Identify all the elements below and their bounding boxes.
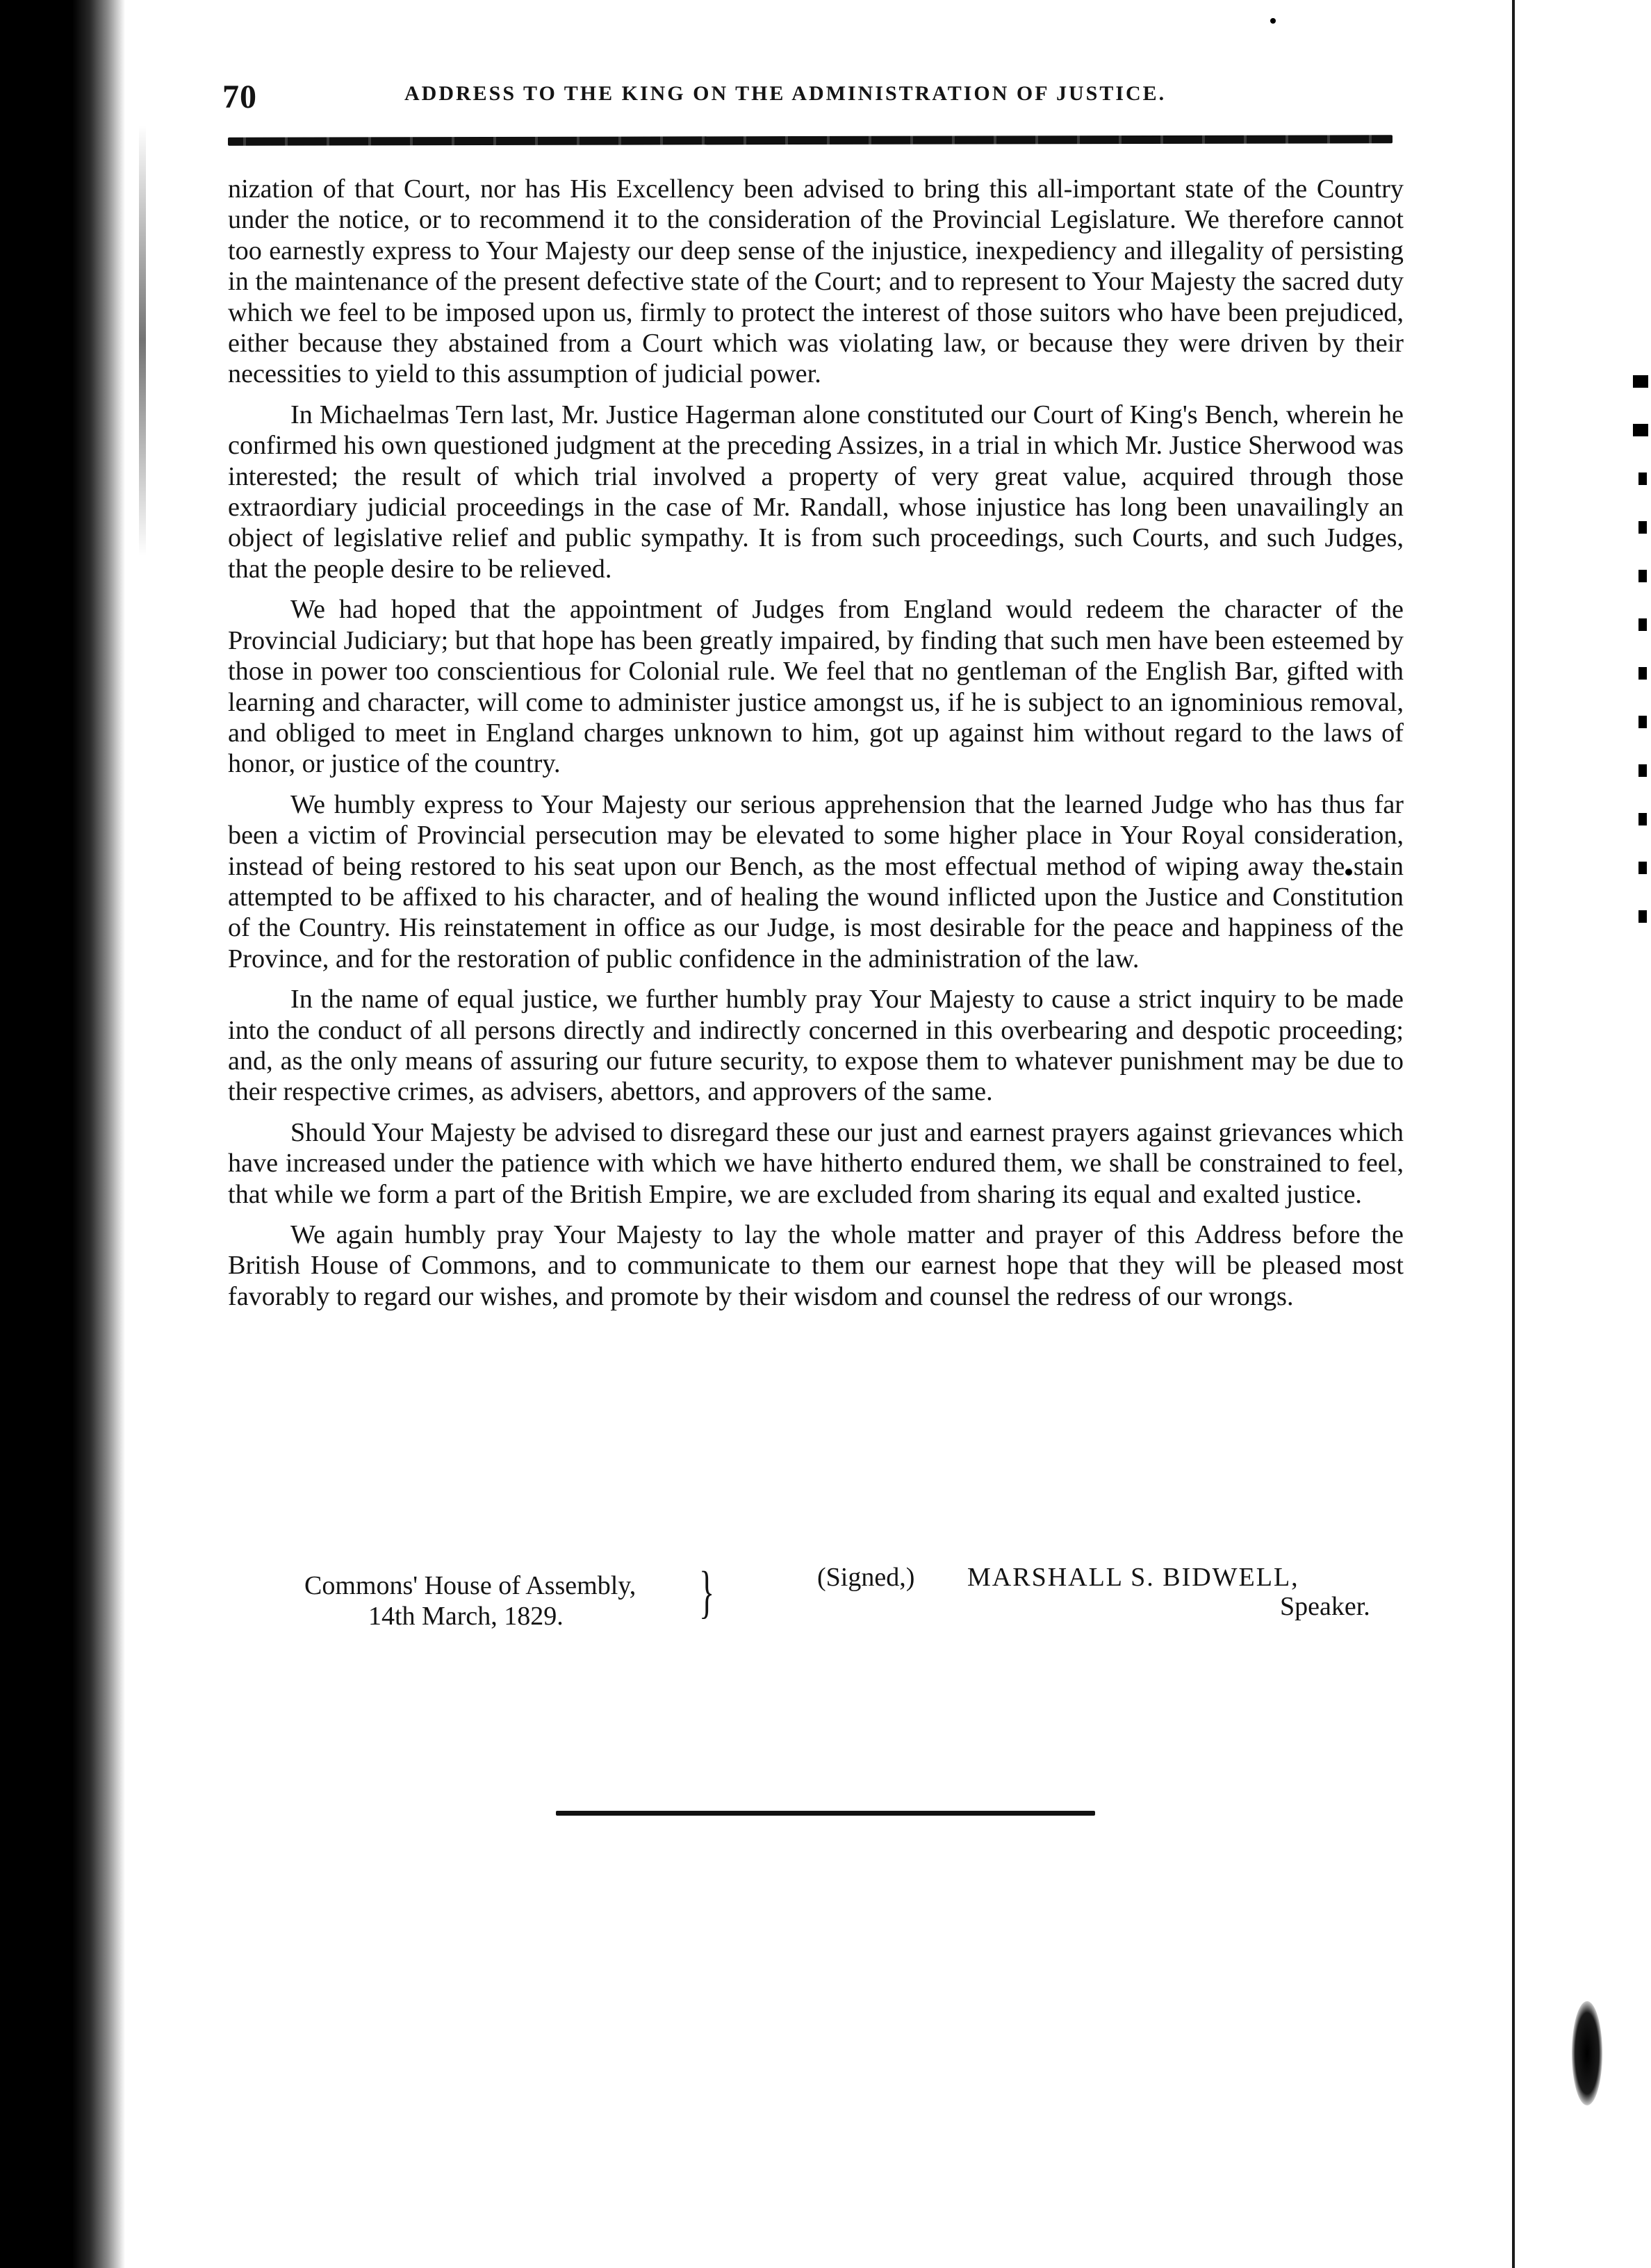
assembly-name: Commons' House of Assembly,	[304, 1571, 636, 1600]
paragraph-equal-justice: In the name of equal justice, we further humbly pray Your Majesty to cause a strict inquiry to be made into the conduct of all persons directly and indirectly concerned in this overbearing and despotic proceeding; and, as the only means of assuring our future security, to expose them to whatever punishment may be due to their respective crimes, as advisers, abettors, and approvers of the same.	[228, 985, 1404, 1107]
scan-shadow-mark	[139, 125, 146, 556]
paragraph-disregard-prayers: Should Your Majesty be advised to disregard these our just and earnest prayers against grievances which have increased under the patience with which we have hitherto endured them, we shall be constrained to feel, that while we form a part of the British Empire, we are excluded from sharing its equal and exalted justice.	[228, 1117, 1404, 1209]
header-rule	[228, 135, 1393, 146]
page-number: 70	[222, 79, 257, 115]
ink-blot	[1572, 2001, 1602, 2105]
paragraph-learned-judge: We humbly express to Your Majesty our serious apprehension that the learned Judge who has thus far been a victim of Provincial persecution may be elevated to some higher place in Your Royal consideration, instead of being restored to his seat upon our Bench, as the most effectual method of wiping away the stain attempted to be affixed to his character, and of healing the wound inflicted upon the Justice and Constitution of the Country. His reinstatement in office as our Judge, is most desirable for the peace and happiness of the Province, and for the restoration of public confidence in the administration of the law.	[228, 789, 1404, 973]
signature-date: 14th March, 1829.	[368, 1602, 564, 1631]
scan-facing-page-edge	[1512, 0, 1651, 2268]
paragraph-judges-from-england: We had hoped that the appointment of Judges from England would redeem the character of the Provincial Judiciary; but that hope has been greatly impaired, by finding that such men have been esteemed by those in power too conscientious for Colonial rule. We feel that no gentleman of the English Bar, gifted with learning and character, will come to administer justice amongst us, if he is subject to an ignominious removal, and obliged to meet in England charges unknown to him, got up against him without regard to the laws of honor, or justice of the country.	[228, 595, 1404, 779]
facing-page-text-fragments	[1623, 375, 1651, 959]
signatory-name: MARSHALL S. BIDWELL,	[967, 1563, 1299, 1592]
signed-mark: (Signed,)	[817, 1563, 915, 1592]
ink-speck	[1270, 18, 1276, 24]
signatory-role: Speaker.	[1280, 1592, 1370, 1621]
paragraph-lay-before-commons: We again humbly pray Your Majesty to lay the whole matter and prayer of this Address before the British House of Commons, and to communicate to them our earnest hope that they will be pleased most favorably to regard our wishes, and promote by their wisdom and counsel the redress of our wrongs.	[228, 1220, 1404, 1311]
running-header	[222, 78, 1404, 120]
closing-rule	[556, 1811, 1095, 1816]
running-title: ADDRESS TO THE KING ON THE ADMINISTRATION OF JUSTICE.	[404, 82, 1167, 105]
document-body	[228, 174, 1404, 1322]
scan-binding-edge	[0, 0, 125, 2268]
curly-brace: }	[699, 1560, 715, 1625]
paragraph-michaelmas-term: In Michaelmas Tern last, Mr. Justice Hagerman alone constituted our Court of King's Bench, wherein he confirmed his own questioned judgment at the preceding Assizes, in a trial in which Mr. Justice Sherwood was interested; the result of which trial involved a property of very great value, acquired through those extraordiary judicial proceedings in the case of Mr. Randall, whose injustice has long been unavailingly an object of legislative relief and public sympathy. It is from such proceedings, such Courts, and such Judges, that the people desire to be relieved.	[228, 400, 1404, 584]
paragraph-continued: nization of that Court, nor has His Excellency been advised to bring this all-important state of the Country under the notice, or to recommend it to the consideration of the Provincial Legislature. We therefore cannot too earnestly express to Your Majesty our deep sense of the injustice, inexpediency and illegality of persisting in the maintenance of the present defective state of the Court; and to represent to Your Majesty the sacred duty which we feel to be imposed upon us, firmly to protect the interest of those suitors who have been prejudiced, either because they abstained from a Court which was violating law, or because they were driven by their necessities to yield to this assumption of judicial power.	[228, 174, 1404, 389]
signature-block	[228, 1562, 1404, 1652]
